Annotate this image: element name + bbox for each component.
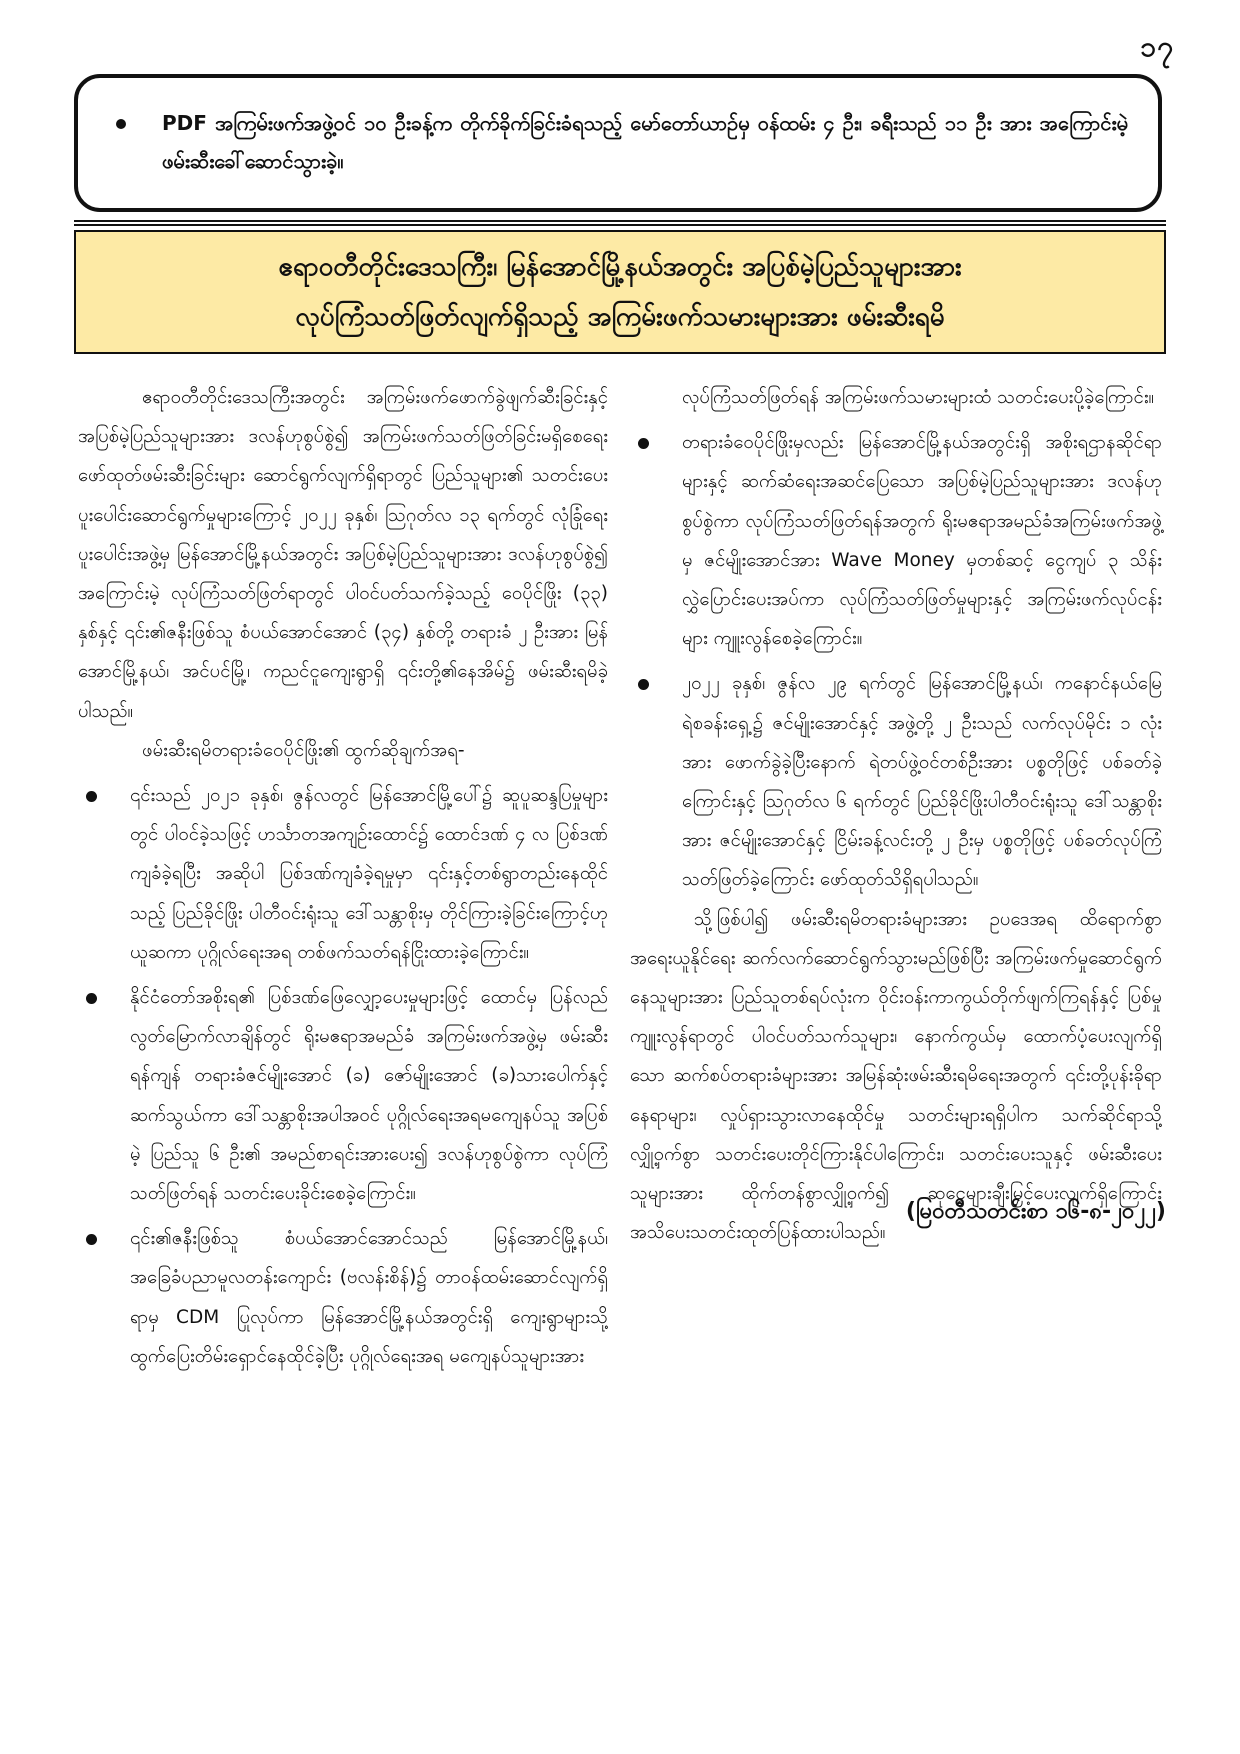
list-item-text: ၎င်း၏ဇနီးဖြစ်သူ စံပယ်အောင်အောင်သည် မြန်အောင်မြို့နယ်၊ အခြေခံပညာမူလတန်းကျောင်း (ဗလန်းစိန်)၌ တာဝန်ထမ်းဆောင်လျက်ရှိရာမှ CDM ပြုလုပ်ကာ မြန်အောင်မြို့နယ်အတွင်းရှိ ကျေးရွာများသို့ ထွက်ပြေးတိမ်းရှောင်နေထိုင်ခဲ့ပြီး ပုဂ္ဂိုလ်ရေးအရ မကျေနပ်သူများအား bbox=[130, 1228, 608, 1367]
statement-intro: ဖမ်းဆီးရမိတရားခံဝေပိုင်ဖြိုး၏ ထွက်ဆိုချက်အရ- bbox=[142, 739, 465, 761]
statement-bullets-left bbox=[78, 776, 608, 1376]
headline-line-2: လုပ်ကြံသတ်ဖြတ်လျက်ရှိသည့် အကြမ်းဖက်သမားများအား ဖမ်းဆီးရမိ bbox=[295, 302, 945, 332]
bullet-icon bbox=[86, 791, 97, 802]
summary-item bbox=[112, 104, 1128, 180]
bullet-icon bbox=[86, 993, 97, 1004]
list-item-text: နိုင်ငံတော်အစိုးရ၏ ပြစ်ဒဏ်ဖြေလျှော့ပေးမှုများဖြင့် ထောင်မှ ပြန်လည်လွတ်မြောက်လာချိန်တွင် ရိုးမဧရာအမည်ခံ အကြမ်းဖက်အဖွဲ့မှ ဖမ်းဆီးရန်ကျန် တရားခံဇင်မျိုးအောင် (ခ) ဇော်မျိုးအောင် (ခ)သားပေါက်နှင့် ဆက်သွယ်ကာ ဒေါ်သန္တာစိုးအပါအဝင် ပုဂ္ဂိုလ်ရေးအရမကျေနပ်သူ အပြစ်မဲ့ ပြည်သူ ၆ ဦး၏ အမည်စာရင်းအားပေး၍ ဒလန်ဟုစွပ်စွဲကာ လုပ်ကြံသတ်ဖြတ်ရန် သတင်းပေးခိုင်းစေခဲ့ကြောင်း။ bbox=[130, 987, 608, 1205]
list-item-text: တရားခံဝေပိုင်ဖြိုးမှလည်း မြန်အောင်မြို့နယ်အတွင်းရှိ အစိုးရဌာနဆိုင်ရာများနှင့် ဆက်ဆံရေးအဆင်ပြေသော အပြစ်မဲ့ပြည်သူများအား ဒလန်ဟုစွပ်စွဲကာ လုပ်ကြံသတ်ဖြတ်ရန်အတွက် ရိုးမဧရာအမည်ခံအကြမ်းဖက်အဖွဲ့မှ ဇင်မျိုးအောင်အား Wave Money မှတစ်ဆင့် ငွေကျပ် ၃ သိန်း လွှဲပြောင်းပေးအပ်ကာ လုပ်ကြံသတ်ဖြတ်မှုများနှင့် အကြမ်းဖက်လုပ်ငန်းများ ကျူးလွန်စေခဲ့ကြောင်း။ bbox=[682, 432, 1162, 650]
list-item bbox=[78, 978, 608, 1213]
statement-bullets-right bbox=[630, 423, 1162, 899]
list-item-text: ၎င်းသည် ၂၀၂၁ ခုနှစ်၊ ဇွန်လတွင် မြန်အောင်မြို့ပေါ်၌ ဆူပူဆန္ဒပြမှုများတွင် ပါဝင်ခဲ့သဖြင့် ဟင်္သာတအကျဉ်းထောင်၌ ထောင်ဒဏ် ၄ လ ပြစ်ဒဏ်ကျခံခဲ့ရပြီး အဆိုပါ ပြစ်ဒဏ်ကျခံခဲ့ရမှုမှာ ၎င်းနှင့်တစ်ရွာတည်းနေထိုင်သည့် ပြည်ခိုင်ဖြိုး ပါတီဝင်းရုံးသူ ဒေါ်သန္တာစိုးမှ တိုင်ကြားခဲ့ခြင်းကြောင့်ဟုယူဆကာ ပုဂ္ဂိုလ်ရေးအရ တစ်ဖက်သတ်ရန်ငြိုးထားခဲ့ကြောင်း။ bbox=[130, 785, 608, 963]
bullet-icon bbox=[86, 1234, 97, 1245]
list-item bbox=[78, 776, 608, 972]
right-column bbox=[630, 378, 1162, 1252]
summary-box bbox=[74, 74, 1162, 212]
left-column bbox=[78, 378, 608, 1376]
source-citation: (မြဝတီသတင်းစာ ၁၆-၈-၂၀၂၂) bbox=[905, 1199, 1166, 1224]
summary-item-text: PDF အကြမ်းဖက်အဖွဲ့ဝင် ၁၀ ဦးခန့်က တိုက်ခိုက်ခြင်းခံရသည့် မော်တော်ယာဉ်မှ ဝန်ထမ်း ၄ ဦး၊ ခရီးသည် ၁၁ ဦး အား အကြောင်းမဲ့ဖမ်းဆီးခေါ်ဆောင်သွားခဲ့။ bbox=[162, 111, 1128, 173]
list-item bbox=[630, 423, 1162, 658]
double-rule-divider bbox=[74, 220, 1166, 226]
list-item bbox=[78, 1219, 608, 1376]
bullet-icon bbox=[116, 119, 126, 129]
bullet-icon bbox=[638, 438, 649, 449]
closing-paragraph: သို့ဖြစ်ပါ၍ ဖမ်းဆီးရမိတရားခံများအား ဥပဒေအရ ထိရောက်စွာ အရေးယူနိုင်ရေး ဆက်လက်ဆောင်ရွက်သွားမည်ဖြစ်ပြီး အကြမ်းဖက်မှုဆောင်ရွက်နေသူများအား ပြည်သူတစ်ရပ်လုံးက ဝိုင်းဝန်းကာကွယ်တိုက်ဖျက်ကြရန်နှင့် ပြစ်မှုကျူးလွန်ရာတွင် ပါဝင်ပတ်သက်သူများ၊ နောက်ကွယ်မှ ထောက်ပံ့ပေးလျက်ရှိသော ဆက်စပ်တရားခံများအား အမြန်ဆုံးဖမ်းဆီးရမိရေးအတွက် ၎င်းတို့ပုန်းခိုရာနေရာများ၊ လှုပ်ရှားသွားလာနေထိုင်မှု သတင်းများရရှိပါက သက်ဆိုင်ရာသို့ လျှို့ဝှက်စွာ သတင်းပေးတိုင်ကြားနိုင်ပါကြောင်း၊ သတင်းပေးသူနှင့် ဖမ်းဆီးပေးသူများအား ထိုက်တန်စွာလျှို့ဝှက်၍ ဆုငွေများချီးမြှင့်ပေးလျက်ရှိကြောင်း အသိပေးသတင်းထုတ်ပြန်ထားပါသည်။ bbox=[630, 908, 1162, 1244]
continuation-text: လုပ်ကြံသတ်ဖြတ်ရန် အကြမ်းဖက်သမားများထံ သတင်းပေးပို့ခဲ့ကြောင်း။ bbox=[682, 387, 1155, 408]
bullet-icon bbox=[638, 679, 649, 690]
page-number: ၁၇ bbox=[1140, 30, 1174, 63]
list-item-text: ၂၀၂၂ ခုနှစ်၊ ဇွန်လ ၂၉ ရက်တွင် မြန်အောင်မြို့နယ်၊ ကနောင်နယ်မြေ ရဲစခန်းရှေ့၌ ဇင်မျိုးအောင်နှင့် အဖွဲ့တို့ ၂ ဦးသည် လက်လုပ်မိုင်း ၁ လုံးအား ဖောက်ခွဲခဲ့ပြီးနောက် ရဲတပ်ဖွဲ့ဝင်တစ်ဦးအား ပစ္စတိုဖြင့် ပစ်ခတ်ခဲ့ကြောင်းနှင့် ဩဂုတ်လ ၆ ရက်တွင် ပြည်ခိုင်ဖြိုးပါတီဝင်းရုံးသူ ဒေါ်သန္တာစိုးအား ဇင်မျိုးအောင်နှင့် ငြိမ်းခန့်လင်းတို့ ၂ ဦးမှ ပစ္စတိုဖြင့် ပစ်ခတ်လုပ်ကြံသတ်ဖြတ်ခဲ့ကြောင်း ဖော်ထုတ်သိရှိရပါသည်။ bbox=[682, 673, 1162, 891]
headline-box bbox=[74, 230, 1166, 354]
summary-list bbox=[112, 104, 1128, 180]
list-item bbox=[630, 664, 1162, 899]
intro-paragraph: ဧရာဝတီတိုင်းဒေသကြီးအတွင်း အကြမ်းဖက်ဖောက်ခွဲဖျက်ဆီးခြင်းနှင့် အပြစ်မဲ့ပြည်သူများအား ဒလန်ဟုစွပ်စွဲ၍ အကြမ်းဖက်သတ်ဖြတ်ခြင်းမရှိစေရေး ဖော်ထုတ်ဖမ်းဆီးခြင်းများ ဆောင်ရွက်လျက်ရှိရာတွင် ပြည်သူများ၏ သတင်းပေးပူးပေါင်းဆောင်ရွက်မှုများကြောင့် ၂၀၂၂ ခုနှစ်၊ ဩဂုတ်လ ၁၃ ရက်တွင် လုံခြုံရေးပူးပေါင်းအဖွဲ့မှ မြန်အောင်မြို့နယ်အတွင်း အပြစ်မဲ့ပြည်သူများအား ဒလန်ဟုစွပ်စွဲ၍ အကြောင်းမဲ့ လုပ်ကြံသတ်ဖြတ်ရာတွင် ပါဝင်ပတ်သက်ခဲ့သည့် ဝေပိုင်ဖြိုး (၃၃) နှစ်နှင့် ၎င်း၏ဇနီးဖြစ်သူ စံပယ်အောင်အောင် (၃၄) နှစ်တို့ တရားခံ ၂ ဦးအား မြန်အောင်မြို့နယ်၊ အင်ပင်မြို့၊ ကညင်ငူကျေးရွာရှိ ၎င်းတို့၏နေအိမ်၌ ဖမ်းဆီးရမိခဲ့ပါသည်။ bbox=[78, 387, 608, 722]
headline-line-1: ဧရာဝတီတိုင်းဒေသကြီး၊ မြန်အောင်မြို့နယ်အတွင်း အပြစ်မဲ့ပြည်သူများအား bbox=[278, 252, 962, 282]
